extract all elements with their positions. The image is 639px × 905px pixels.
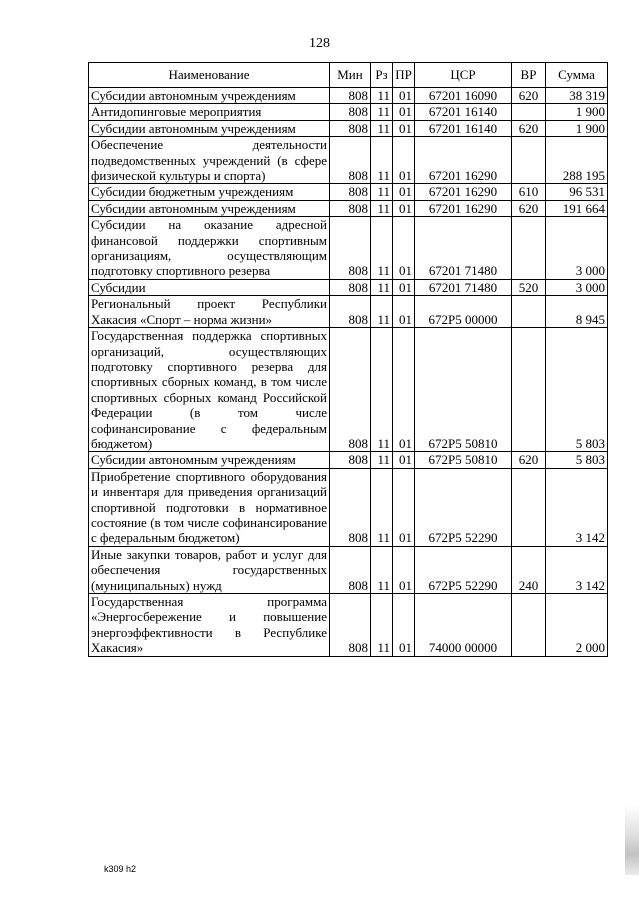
table-row [89, 468, 608, 546]
table-row [89, 452, 608, 468]
cell-name: Субсидии автономным учреждениям [89, 88, 330, 104]
cell-name: Государственная программа «Энергосбережение и повышение энергоэффективности в Республике Хакасия» [89, 594, 330, 657]
cell-name: Субсидии автономным учреждениям [89, 200, 330, 216]
header-csr: ЦСР [415, 63, 512, 88]
cell-vr [512, 137, 546, 184]
header-pr: ПР [393, 63, 415, 88]
cell-pr: 01 [393, 546, 415, 593]
cell-sum: 3 000 [546, 279, 608, 295]
cell-csr: 67201 71480 [415, 217, 512, 280]
cell-sum: 8 945 [546, 296, 608, 328]
cell-min: 808 [330, 184, 371, 200]
cell-min: 808 [330, 328, 371, 452]
header-min: Мин [330, 63, 371, 88]
cell-min: 808 [330, 296, 371, 328]
cell-pr: 01 [393, 88, 415, 104]
cell-name: Субсидии автономным учреждениям [89, 120, 330, 136]
cell-sum: 2 000 [546, 594, 608, 657]
cell-name: Антидопинговые мероприятия [89, 104, 330, 120]
table-row [89, 217, 608, 280]
cell-name: Региональный проект Республики Хакасия «Спорт – норма жизни» [89, 296, 330, 328]
cell-min: 808 [330, 88, 371, 104]
cell-min: 808 [330, 452, 371, 468]
cell-rz: 11 [371, 120, 393, 136]
cell-vr [512, 594, 546, 657]
cell-rz: 11 [371, 452, 393, 468]
cell-csr: 67201 16290 [415, 184, 512, 200]
cell-sum: 191 664 [546, 200, 608, 216]
cell-pr: 01 [393, 137, 415, 184]
cell-min: 808 [330, 137, 371, 184]
cell-rz: 11 [371, 594, 393, 657]
cell-name: Субсидии автономным учреждениям [89, 452, 330, 468]
cell-csr: 672P5 52290 [415, 546, 512, 593]
cell-vr [512, 217, 546, 280]
cell-vr: 240 [512, 546, 546, 593]
cell-name: Обеспечение деятельности подведомственных учреждений (в сфере физической культуры и спорта) [89, 137, 330, 184]
cell-pr: 01 [393, 120, 415, 136]
table-row [89, 546, 608, 593]
cell-name: Субсидии [89, 279, 330, 295]
cell-name: Приобретение спортивного оборудования и инвентаря для приведения организаций спортивной подготовки в нормативное состояние (в том числе софинансирование с федеральным бюджетом) [89, 468, 330, 546]
cell-pr: 01 [393, 468, 415, 546]
cell-csr: 672P5 52290 [415, 468, 512, 546]
cell-pr: 01 [393, 296, 415, 328]
cell-min: 808 [330, 120, 371, 136]
cell-csr: 672P5 00000 [415, 296, 512, 328]
cell-min: 808 [330, 279, 371, 295]
cell-pr: 01 [393, 452, 415, 468]
cell-csr: 67201 16140 [415, 104, 512, 120]
cell-csr: 74000 00000 [415, 594, 512, 657]
table-row [89, 104, 608, 120]
cell-name: Субсидии на оказание адресной финансовой поддержки спортивным организациям, осуществляющим подготовку спортивного резерва [89, 217, 330, 280]
cell-csr: 67201 71480 [415, 279, 512, 295]
cell-vr: 620 [512, 88, 546, 104]
cell-pr: 01 [393, 184, 415, 200]
cell-vr [512, 468, 546, 546]
cell-sum: 38 319 [546, 88, 608, 104]
table-row [89, 88, 608, 104]
header-vr: ВР [512, 63, 546, 88]
cell-name: Государственная поддержка спортивных организаций, осуществляющих подготовку спортивного резерва для спортивных сборных команд, в том числе спортивных сборных команд Российской Федерации (в том числе софинансирование с федеральным бюджетом) [89, 328, 330, 452]
cell-sum: 3 142 [546, 546, 608, 593]
cell-pr: 01 [393, 594, 415, 657]
cell-csr: 67201 16140 [415, 120, 512, 136]
cell-vr: 620 [512, 120, 546, 136]
cell-rz: 11 [371, 279, 393, 295]
header-rz: Рз [371, 63, 393, 88]
cell-rz: 11 [371, 88, 393, 104]
table-row [89, 594, 608, 657]
cell-rz: 11 [371, 184, 393, 200]
cell-sum: 1 900 [546, 104, 608, 120]
table-row [89, 296, 608, 328]
cell-pr: 01 [393, 328, 415, 452]
cell-sum: 96 531 [546, 184, 608, 200]
table-row [89, 184, 608, 200]
cell-name: Субсидии бюджетным учреждениям [89, 184, 330, 200]
cell-pr: 01 [393, 279, 415, 295]
table-row [89, 120, 608, 136]
cell-vr: 620 [512, 452, 546, 468]
table-row [89, 279, 608, 295]
table-row [89, 328, 608, 452]
cell-min: 808 [330, 104, 371, 120]
footer-code: k309 h2 [104, 864, 137, 874]
budget-table [88, 62, 608, 657]
cell-name: Иные закупки товаров, работ и услуг для обеспечения государственных (муниципальных) нужд [89, 546, 330, 593]
cell-pr: 01 [393, 200, 415, 216]
cell-min: 808 [330, 200, 371, 216]
cell-rz: 11 [371, 546, 393, 593]
table-body [89, 88, 608, 657]
cell-sum: 288 195 [546, 137, 608, 184]
cell-rz: 11 [371, 200, 393, 216]
table-header [89, 63, 608, 88]
cell-vr [512, 296, 546, 328]
header-sum: Сумма [546, 63, 608, 88]
cell-sum: 5 803 [546, 328, 608, 452]
cell-min: 808 [330, 594, 371, 657]
cell-vr: 610 [512, 184, 546, 200]
cell-min: 808 [330, 468, 371, 546]
cell-vr: 520 [512, 279, 546, 295]
cell-csr: 67201 16090 [415, 88, 512, 104]
cell-csr: 67201 16290 [415, 137, 512, 184]
cell-csr: 67201 16290 [415, 200, 512, 216]
cell-pr: 01 [393, 104, 415, 120]
header-name: Наименование [89, 63, 330, 88]
cell-csr: 672P5 50810 [415, 328, 512, 452]
scan-edge-artifact [625, 805, 639, 875]
cell-rz: 11 [371, 217, 393, 280]
cell-vr: 620 [512, 200, 546, 216]
cell-sum: 5 803 [546, 452, 608, 468]
cell-pr: 01 [393, 217, 415, 280]
cell-csr: 672P5 50810 [415, 452, 512, 468]
cell-min: 808 [330, 546, 371, 593]
cell-min: 808 [330, 217, 371, 280]
cell-sum: 3 000 [546, 217, 608, 280]
table-row [89, 137, 608, 184]
cell-rz: 11 [371, 468, 393, 546]
cell-rz: 11 [371, 104, 393, 120]
table-row [89, 200, 608, 216]
cell-sum: 1 900 [546, 120, 608, 136]
cell-rz: 11 [371, 296, 393, 328]
cell-vr [512, 104, 546, 120]
cell-rz: 11 [371, 328, 393, 452]
cell-rz: 11 [371, 137, 393, 184]
cell-vr [512, 328, 546, 452]
cell-sum: 3 142 [546, 468, 608, 546]
page-number: 128 [309, 36, 330, 51]
